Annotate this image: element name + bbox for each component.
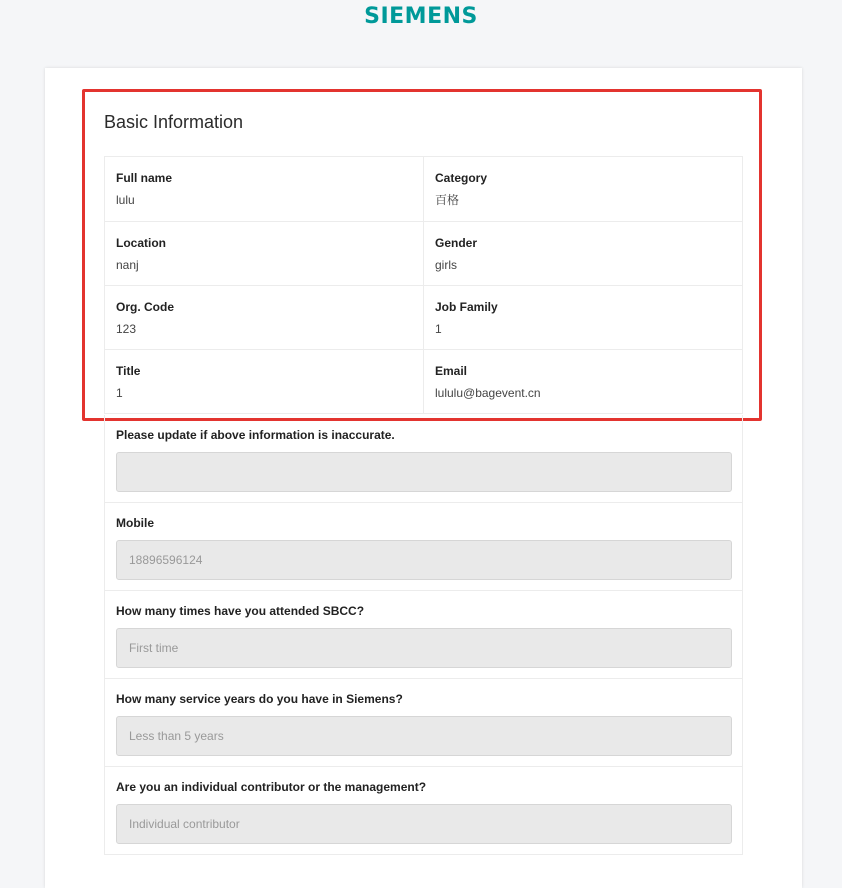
service-years-select[interactable]: Less than 5 years: [116, 716, 732, 756]
info-row: [104, 286, 743, 350]
info-value: 1: [116, 386, 123, 400]
field-label: Are you an individual contributor or the management?: [116, 780, 427, 794]
info-cell-email: [423, 350, 743, 413]
info-value: nanj: [116, 258, 139, 272]
info-value: girls: [435, 258, 458, 272]
info-cell-gender: [423, 222, 743, 285]
info-label: Email: [435, 364, 468, 378]
field-role-type: [104, 767, 743, 855]
info-row: [104, 222, 743, 286]
info-value: 1: [435, 322, 442, 336]
field-mobile: [104, 503, 743, 591]
role-type-select[interactable]: Individual contributor: [116, 804, 732, 844]
info-value: 百格: [435, 193, 460, 207]
info-cell-org-code: [104, 286, 423, 349]
info-value: lulu: [116, 193, 135, 207]
info-cell-title: [104, 350, 423, 413]
basic-info-grid: [104, 156, 743, 414]
info-label: Org. Code: [116, 300, 175, 314]
info-value: lululu@bagevent.cn: [435, 386, 541, 400]
info-label: Title: [116, 364, 141, 378]
info-label: Category: [435, 171, 488, 185]
info-label: Location: [116, 236, 166, 250]
mobile-input[interactable]: 18896596124: [116, 540, 732, 580]
field-service-years: [104, 679, 743, 767]
info-row: [104, 350, 743, 414]
info-label: Job Family: [435, 300, 498, 314]
field-sbcc-attendance: [104, 591, 743, 679]
section-title-basic-information: Basic Information: [104, 112, 244, 132]
info-cell-category: [423, 157, 743, 221]
registration-form: [104, 415, 743, 855]
sbcc-attendance-select[interactable]: First time: [116, 628, 732, 668]
siemens-logo: SIEMENS: [364, 4, 478, 29]
info-row: [104, 157, 743, 222]
field-label: How many service years do you have in Siemens?: [116, 692, 403, 706]
info-label: Gender: [435, 236, 478, 250]
info-cell-job-family: [423, 286, 743, 349]
field-label: Mobile: [116, 516, 154, 530]
field-label: How many times have you attended SBCC?: [116, 604, 365, 618]
info-value: 123: [116, 322, 137, 336]
info-cell-full-name: [104, 157, 423, 221]
info-cell-location: [104, 222, 423, 285]
field-correction: [104, 415, 743, 503]
info-label: Full name: [116, 171, 173, 185]
field-label: Please update if above information is inaccurate.: [116, 428, 395, 442]
correction-input[interactable]: [116, 452, 732, 492]
